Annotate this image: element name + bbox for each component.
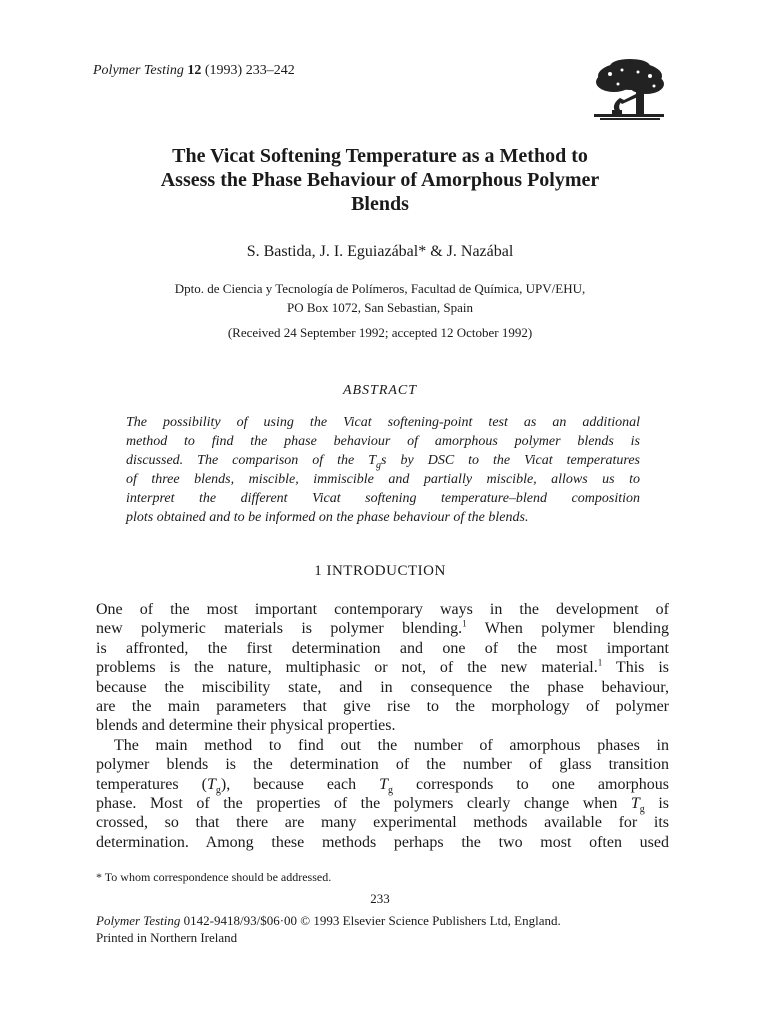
body-line: polymer blends is the determination of the number of glass transition [96,756,669,774]
body-line: crossed, so that there are many experimental methods available for its [96,814,669,832]
title-line: Blends [351,193,409,215]
journal-citation [93,63,295,79]
journal-volume: 12 [187,63,202,78]
affiliation [100,279,660,317]
received-dates: (Received 24 September 1992; accepted 12 October 1992) [227,325,533,340]
body-line: is affronted, the first determination and one of the most important [96,639,669,657]
body-line: The main method to find out the number of amorphous phases in [114,736,669,754]
body-line: problems is the nature, multiphasic or not, of the new material.$^1$ This is [96,657,670,677]
imprint-line: Printed in Northern Ireland [96,930,238,945]
abstract-line: plots obtained and to be informed on the phase behaviour of the blends. [126,510,529,525]
abstract-line: method to find the phase behaviour of amorphous polymer blends is [126,434,640,449]
affiliation-line: PO Box 1072, San Sebastian, Spain [287,300,473,315]
correspondence-footnote: * To whom correspondence should be addressed. [96,870,332,884]
author-list: S. Bastida, J. I. Eguiazábal* & J. Nazábal [246,243,514,260]
abstract-line: discussed. The comparison of the $T_gs$ by DSC to the Vicat temperatures [126,453,640,471]
affiliation-line: Dpto. de Ciencia y Tecnología de Polímeros, Facultad de Química, UPV/EHU, [174,281,586,296]
title-line: The Vicat Softening Temperature as a Method to [172,145,588,167]
body-line: because the miscibility state, and in consequence the phase behaviour, [96,678,669,696]
journal-name: Polymer Testing [93,63,184,78]
body-line: temperatures $(T_g)$, because each $T_g$ corresponds to one amorphous [96,775,669,796]
tree-icon [590,58,668,122]
abstract-line: interpret the different Vicat softening temperature–blend composition [126,491,640,506]
body-line: One of the most important contemporary ways in the development of [96,601,669,618]
citation-ref: 1 [462,619,467,630]
article-title [100,144,660,216]
elsevier-tree-logo [590,58,668,122]
abstract-text [126,413,640,527]
journal-year-pages: (1993) 233–242 [204,63,295,78]
abstract-heading: ABSTRACT [342,383,418,398]
body-line: blends and determine their physical properties. [96,717,396,735]
section-heading-introduction: 1 INTRODUCTION [314,563,446,579]
introduction-body [96,600,669,852]
body-line: determination. Among these methods perhaps the two most often used [96,833,669,851]
publisher-imprint [96,912,671,946]
title-line: Assess the Phase Behaviour of Amorphous Polymer [160,169,600,191]
citation-ref: 1 [597,657,603,668]
body-line: phase. Most of the properties of the polymers clearly change when $T_g$ is [96,795,669,816]
abstract-line: The possibility of using the Vicat softening-point test as an additional [126,415,640,430]
page-number: 233 [370,891,390,906]
imprint-line: Polymer Testing 0142-9418/93/$06·00 © 1993 Elsevier Science Publishers Ltd, England. [96,913,561,928]
body-line: new polymeric materials is polymer blending.$^1$ When polymer blending [96,619,669,638]
body-line: are the main parameters that give rise to the morphology of polymer [96,698,669,716]
abstract-line: of three blends, miscible, immiscible and partially miscible, allows us to [126,472,640,487]
